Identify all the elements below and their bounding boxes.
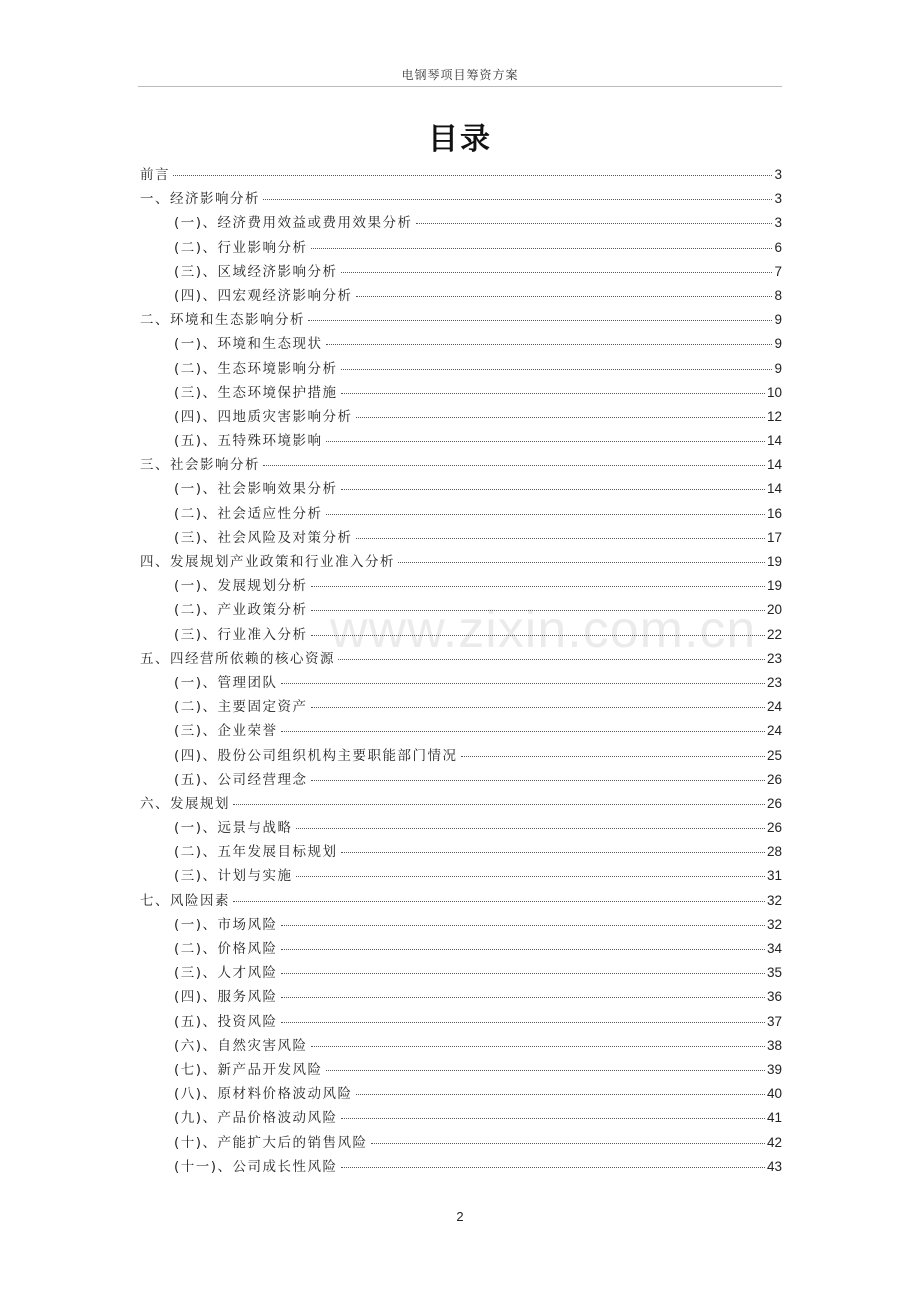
toc-entry-label: (一)、经济费用效益或费用效果分析 bbox=[174, 215, 413, 232]
toc-section-entry[interactable] bbox=[140, 187, 782, 211]
toc-entry-page-number: 43 bbox=[766, 1158, 782, 1174]
toc-entry-label: (四)、四地质灾害影响分析 bbox=[174, 408, 353, 425]
table-of-contents bbox=[140, 163, 782, 1179]
toc-entry-page-number: 42 bbox=[766, 1134, 782, 1150]
toc-entry-label: 六、发展规划 bbox=[140, 795, 230, 812]
toc-entry-page-number: 31 bbox=[766, 868, 782, 884]
toc-entry-page-number: 14 bbox=[766, 433, 782, 449]
toc-dot-leader bbox=[311, 780, 765, 781]
toc-entry-label: (一)、社会影响效果分析 bbox=[174, 481, 338, 498]
toc-subsection-entry[interactable] bbox=[140, 671, 782, 695]
toc-entry-label: (三)、人才风险 bbox=[174, 965, 278, 982]
toc-subsection-entry[interactable] bbox=[140, 768, 782, 792]
toc-subsection-entry[interactable] bbox=[140, 211, 782, 235]
toc-entry-label: (二)、主要固定资产 bbox=[174, 699, 308, 716]
toc-dot-leader bbox=[356, 296, 773, 297]
toc-subsection-entry[interactable] bbox=[140, 526, 782, 550]
toc-subsection-entry[interactable] bbox=[140, 381, 782, 405]
toc-entry-page-number: 12 bbox=[766, 408, 782, 424]
toc-dot-leader bbox=[311, 586, 765, 587]
toc-entry-label: 一、经济影响分析 bbox=[140, 191, 260, 208]
toc-entry-page-number: 10 bbox=[766, 384, 782, 400]
toc-entry-label: (三)、生态环境保护措施 bbox=[174, 384, 338, 401]
toc-entry-label: (二)、生态环境影响分析 bbox=[174, 360, 338, 377]
toc-section-entry[interactable] bbox=[140, 792, 782, 816]
header-divider bbox=[138, 86, 782, 87]
toc-entry-page-number: 39 bbox=[766, 1061, 782, 1077]
toc-dot-leader bbox=[356, 1094, 765, 1095]
toc-subsection-entry[interactable] bbox=[140, 1155, 782, 1179]
page-header: 电钢琴项目筹资方案 bbox=[401, 68, 519, 82]
toc-section-entry[interactable] bbox=[140, 550, 782, 574]
toc-entry-page-number: 26 bbox=[766, 820, 782, 836]
toc-subsection-entry[interactable] bbox=[140, 236, 782, 260]
toc-entry-page-number: 41 bbox=[766, 1110, 782, 1126]
toc-dot-leader bbox=[341, 393, 765, 394]
toc-entry-label: (二)、五年发展目标规划 bbox=[174, 844, 338, 861]
toc-subsection-entry[interactable] bbox=[140, 695, 782, 719]
toc-entry-label: (八)、原材料价格波动风险 bbox=[174, 1086, 353, 1103]
toc-entry-page-number: 38 bbox=[766, 1037, 782, 1053]
toc-section-entry[interactable] bbox=[140, 889, 782, 913]
page-number: 2 bbox=[456, 1209, 464, 1224]
toc-entry-label: (四)、股份公司组织机构主要职能部门情况 bbox=[174, 747, 458, 764]
toc-entry-label: (五)、投资风险 bbox=[174, 1013, 278, 1030]
toc-dot-leader bbox=[233, 901, 765, 902]
toc-entry-label: (五)、五特殊环境影响 bbox=[174, 433, 323, 450]
toc-subsection-entry[interactable] bbox=[140, 937, 782, 961]
toc-dot-leader bbox=[308, 320, 772, 321]
toc-entry-label: (三)、企业荣誉 bbox=[174, 723, 278, 740]
toc-dot-leader bbox=[341, 852, 765, 853]
toc-entry-label: (三)、区域经济影响分析 bbox=[174, 263, 338, 280]
toc-dot-leader bbox=[338, 659, 765, 660]
toc-entry-label: (九)、产品价格波动风险 bbox=[174, 1110, 338, 1127]
toc-entry-page-number: 26 bbox=[766, 795, 782, 811]
toc-entry-page-number: 3 bbox=[774, 215, 782, 231]
toc-entry-label: (一)、管理团队 bbox=[174, 674, 278, 691]
toc-subsection-entry[interactable] bbox=[140, 719, 782, 743]
toc-dot-leader bbox=[341, 489, 765, 490]
toc-dot-leader bbox=[341, 369, 773, 370]
toc-entry-page-number: 3 bbox=[774, 191, 782, 207]
toc-dot-leader bbox=[311, 707, 765, 708]
toc-subsection-entry[interactable] bbox=[140, 1106, 782, 1130]
toc-entry-label: (四)、四宏观经济影响分析 bbox=[174, 287, 353, 304]
toc-entry-page-number: 28 bbox=[766, 844, 782, 860]
toc-entry-label: (四)、服务风险 bbox=[174, 989, 278, 1006]
toc-entry-page-number: 23 bbox=[766, 674, 782, 690]
toc-subsection-entry[interactable] bbox=[140, 985, 782, 1009]
toc-entry-page-number: 35 bbox=[766, 965, 782, 981]
toc-dot-leader bbox=[416, 223, 773, 224]
toc-subsection-entry[interactable] bbox=[140, 429, 782, 453]
toc-entry-label: 五、四经营所依赖的核心资源 bbox=[140, 650, 335, 667]
toc-entry-page-number: 9 bbox=[774, 360, 782, 376]
toc-dot-leader bbox=[326, 1070, 765, 1071]
toc-entry-label: (三)、行业准入分析 bbox=[174, 626, 308, 643]
toc-subsection-entry[interactable] bbox=[140, 598, 782, 622]
toc-entry-page-number: 24 bbox=[766, 723, 782, 739]
toc-dot-leader bbox=[341, 272, 773, 273]
toc-entry-label: (七)、新产品开发风险 bbox=[174, 1061, 323, 1078]
toc-subsection-entry[interactable] bbox=[140, 1082, 782, 1106]
toc-entry-page-number: 19 bbox=[766, 578, 782, 594]
toc-entry-label: (三)、计划与实施 bbox=[174, 868, 293, 885]
toc-dot-leader bbox=[356, 538, 765, 539]
toc-entry-page-number: 26 bbox=[766, 771, 782, 787]
toc-entry-page-number: 22 bbox=[766, 626, 782, 642]
toc-entry-page-number: 34 bbox=[766, 941, 782, 956]
toc-dot-leader bbox=[311, 248, 773, 249]
toc-dot-leader bbox=[341, 1118, 765, 1119]
toc-entry-page-number: 6 bbox=[774, 239, 782, 255]
toc-entry-label: 七、风险因素 bbox=[140, 892, 230, 909]
toc-dot-leader bbox=[326, 514, 765, 515]
toc-entry-label: (三)、社会风险及对策分析 bbox=[174, 529, 353, 546]
toc-subsection-entry[interactable] bbox=[140, 623, 782, 647]
toc-dot-leader bbox=[461, 756, 765, 757]
toc-subsection-entry[interactable] bbox=[140, 574, 782, 598]
toc-entry-page-number: 9 bbox=[774, 336, 782, 352]
toc-entry-page-number: 17 bbox=[766, 529, 782, 545]
toc-dot-leader bbox=[326, 344, 773, 345]
toc-entry-page-number: 7 bbox=[774, 263, 782, 279]
toc-entry-label: (二)、社会适应性分析 bbox=[174, 505, 323, 522]
toc-entry-page-number: 25 bbox=[766, 747, 782, 763]
toc-entry-page-number: 36 bbox=[766, 989, 782, 1005]
toc-dot-leader bbox=[281, 997, 765, 998]
toc-section-entry[interactable] bbox=[140, 163, 782, 187]
toc-entry-label: (一)、远景与战略 bbox=[174, 820, 293, 837]
toc-dot-leader bbox=[281, 949, 765, 950]
toc-entry-page-number: 14 bbox=[766, 457, 782, 473]
toc-dot-leader bbox=[296, 876, 765, 877]
toc-dot-leader bbox=[281, 1022, 765, 1023]
toc-entry-label: (一)、市场风险 bbox=[174, 916, 278, 933]
toc-dot-leader bbox=[281, 925, 765, 926]
toc-subsection-entry[interactable] bbox=[140, 913, 782, 937]
toc-subsection-entry[interactable] bbox=[140, 332, 782, 356]
toc-subsection-entry[interactable] bbox=[140, 357, 782, 381]
toc-entry-page-number: 9 bbox=[774, 312, 782, 328]
toc-dot-leader bbox=[263, 465, 765, 466]
toc-dot-leader bbox=[311, 1046, 765, 1047]
toc-entry-page-number: 23 bbox=[766, 650, 782, 666]
watermark: www.zixin.com.cn bbox=[330, 601, 757, 659]
toc-dot-leader bbox=[296, 828, 765, 829]
toc-subsection-entry[interactable] bbox=[140, 260, 782, 284]
toc-dot-leader bbox=[281, 683, 765, 684]
toc-subsection-entry[interactable] bbox=[140, 864, 782, 888]
toc-section-entry[interactable] bbox=[140, 647, 782, 671]
toc-dot-leader bbox=[311, 610, 765, 611]
toc-subsection-entry[interactable] bbox=[140, 961, 782, 985]
toc-entry-label: (二)、价格风险 bbox=[174, 941, 278, 957]
toc-subsection-entry[interactable] bbox=[140, 477, 782, 501]
toc-entry-page-number: 20 bbox=[766, 602, 782, 618]
toc-dot-leader bbox=[263, 199, 772, 200]
toc-entry-page-number: 32 bbox=[766, 892, 782, 908]
toc-subsection-entry[interactable] bbox=[140, 744, 782, 768]
toc-entry-label: (五)、公司经营理念 bbox=[174, 771, 308, 788]
toc-dot-leader bbox=[281, 731, 765, 732]
toc-entry-page-number: 37 bbox=[766, 1013, 782, 1029]
toc-dot-leader bbox=[398, 562, 765, 563]
toc-entry-label: (二)、行业影响分析 bbox=[174, 239, 308, 256]
toc-section-entry[interactable] bbox=[140, 308, 782, 332]
toc-title: 目录 bbox=[428, 122, 492, 157]
toc-entry-page-number: 19 bbox=[766, 554, 782, 569]
toc-dot-leader bbox=[173, 175, 772, 176]
toc-entry-label: (一)、环境和生态现状 bbox=[174, 336, 323, 353]
toc-subsection-entry[interactable] bbox=[140, 840, 782, 864]
toc-entry-label: (一)、发展规划分析 bbox=[174, 578, 308, 595]
toc-subsection-entry[interactable] bbox=[140, 1058, 782, 1082]
toc-entry-label: (十)、产能扩大后的销售风险 bbox=[174, 1134, 368, 1151]
toc-section-entry[interactable] bbox=[140, 453, 782, 477]
toc-entry-page-number: 8 bbox=[774, 287, 782, 303]
toc-entry-page-number: 32 bbox=[766, 916, 782, 932]
toc-dot-leader bbox=[233, 804, 765, 805]
toc-subsection-entry[interactable] bbox=[140, 405, 782, 429]
toc-entry-page-number: 24 bbox=[766, 699, 782, 715]
toc-entry-label: (十一)、公司成长性风险 bbox=[174, 1158, 338, 1175]
toc-entry-label: 四、发展规划产业政策和行业准入分析 bbox=[140, 554, 395, 570]
toc-entry-page-number: 16 bbox=[766, 505, 782, 521]
toc-subsection-entry[interactable] bbox=[140, 284, 782, 308]
toc-dot-leader bbox=[311, 635, 765, 636]
toc-entry-label: 前言 bbox=[140, 167, 170, 183]
toc-entry-label: 二、环境和生态影响分析 bbox=[140, 312, 305, 329]
toc-entry-label: 三、社会影响分析 bbox=[140, 457, 260, 474]
toc-entry-label: (六)、自然灾害风险 bbox=[174, 1037, 308, 1054]
toc-entry-page-number: 14 bbox=[766, 481, 782, 497]
toc-dot-leader bbox=[356, 417, 765, 418]
toc-entry-label: (二)、产业政策分析 bbox=[174, 602, 308, 619]
toc-dot-leader bbox=[371, 1143, 765, 1144]
toc-subsection-entry[interactable] bbox=[140, 502, 782, 526]
toc-dot-leader bbox=[341, 1167, 765, 1168]
toc-subsection-entry[interactable] bbox=[140, 1034, 782, 1058]
toc-subsection-entry[interactable] bbox=[140, 816, 782, 840]
toc-subsection-entry[interactable] bbox=[140, 1010, 782, 1034]
toc-dot-leader bbox=[281, 973, 765, 974]
toc-subsection-entry[interactable] bbox=[140, 1131, 782, 1155]
toc-entry-page-number: 40 bbox=[766, 1086, 782, 1102]
toc-entry-page-number: 3 bbox=[774, 167, 782, 182]
toc-dot-leader bbox=[326, 441, 765, 442]
